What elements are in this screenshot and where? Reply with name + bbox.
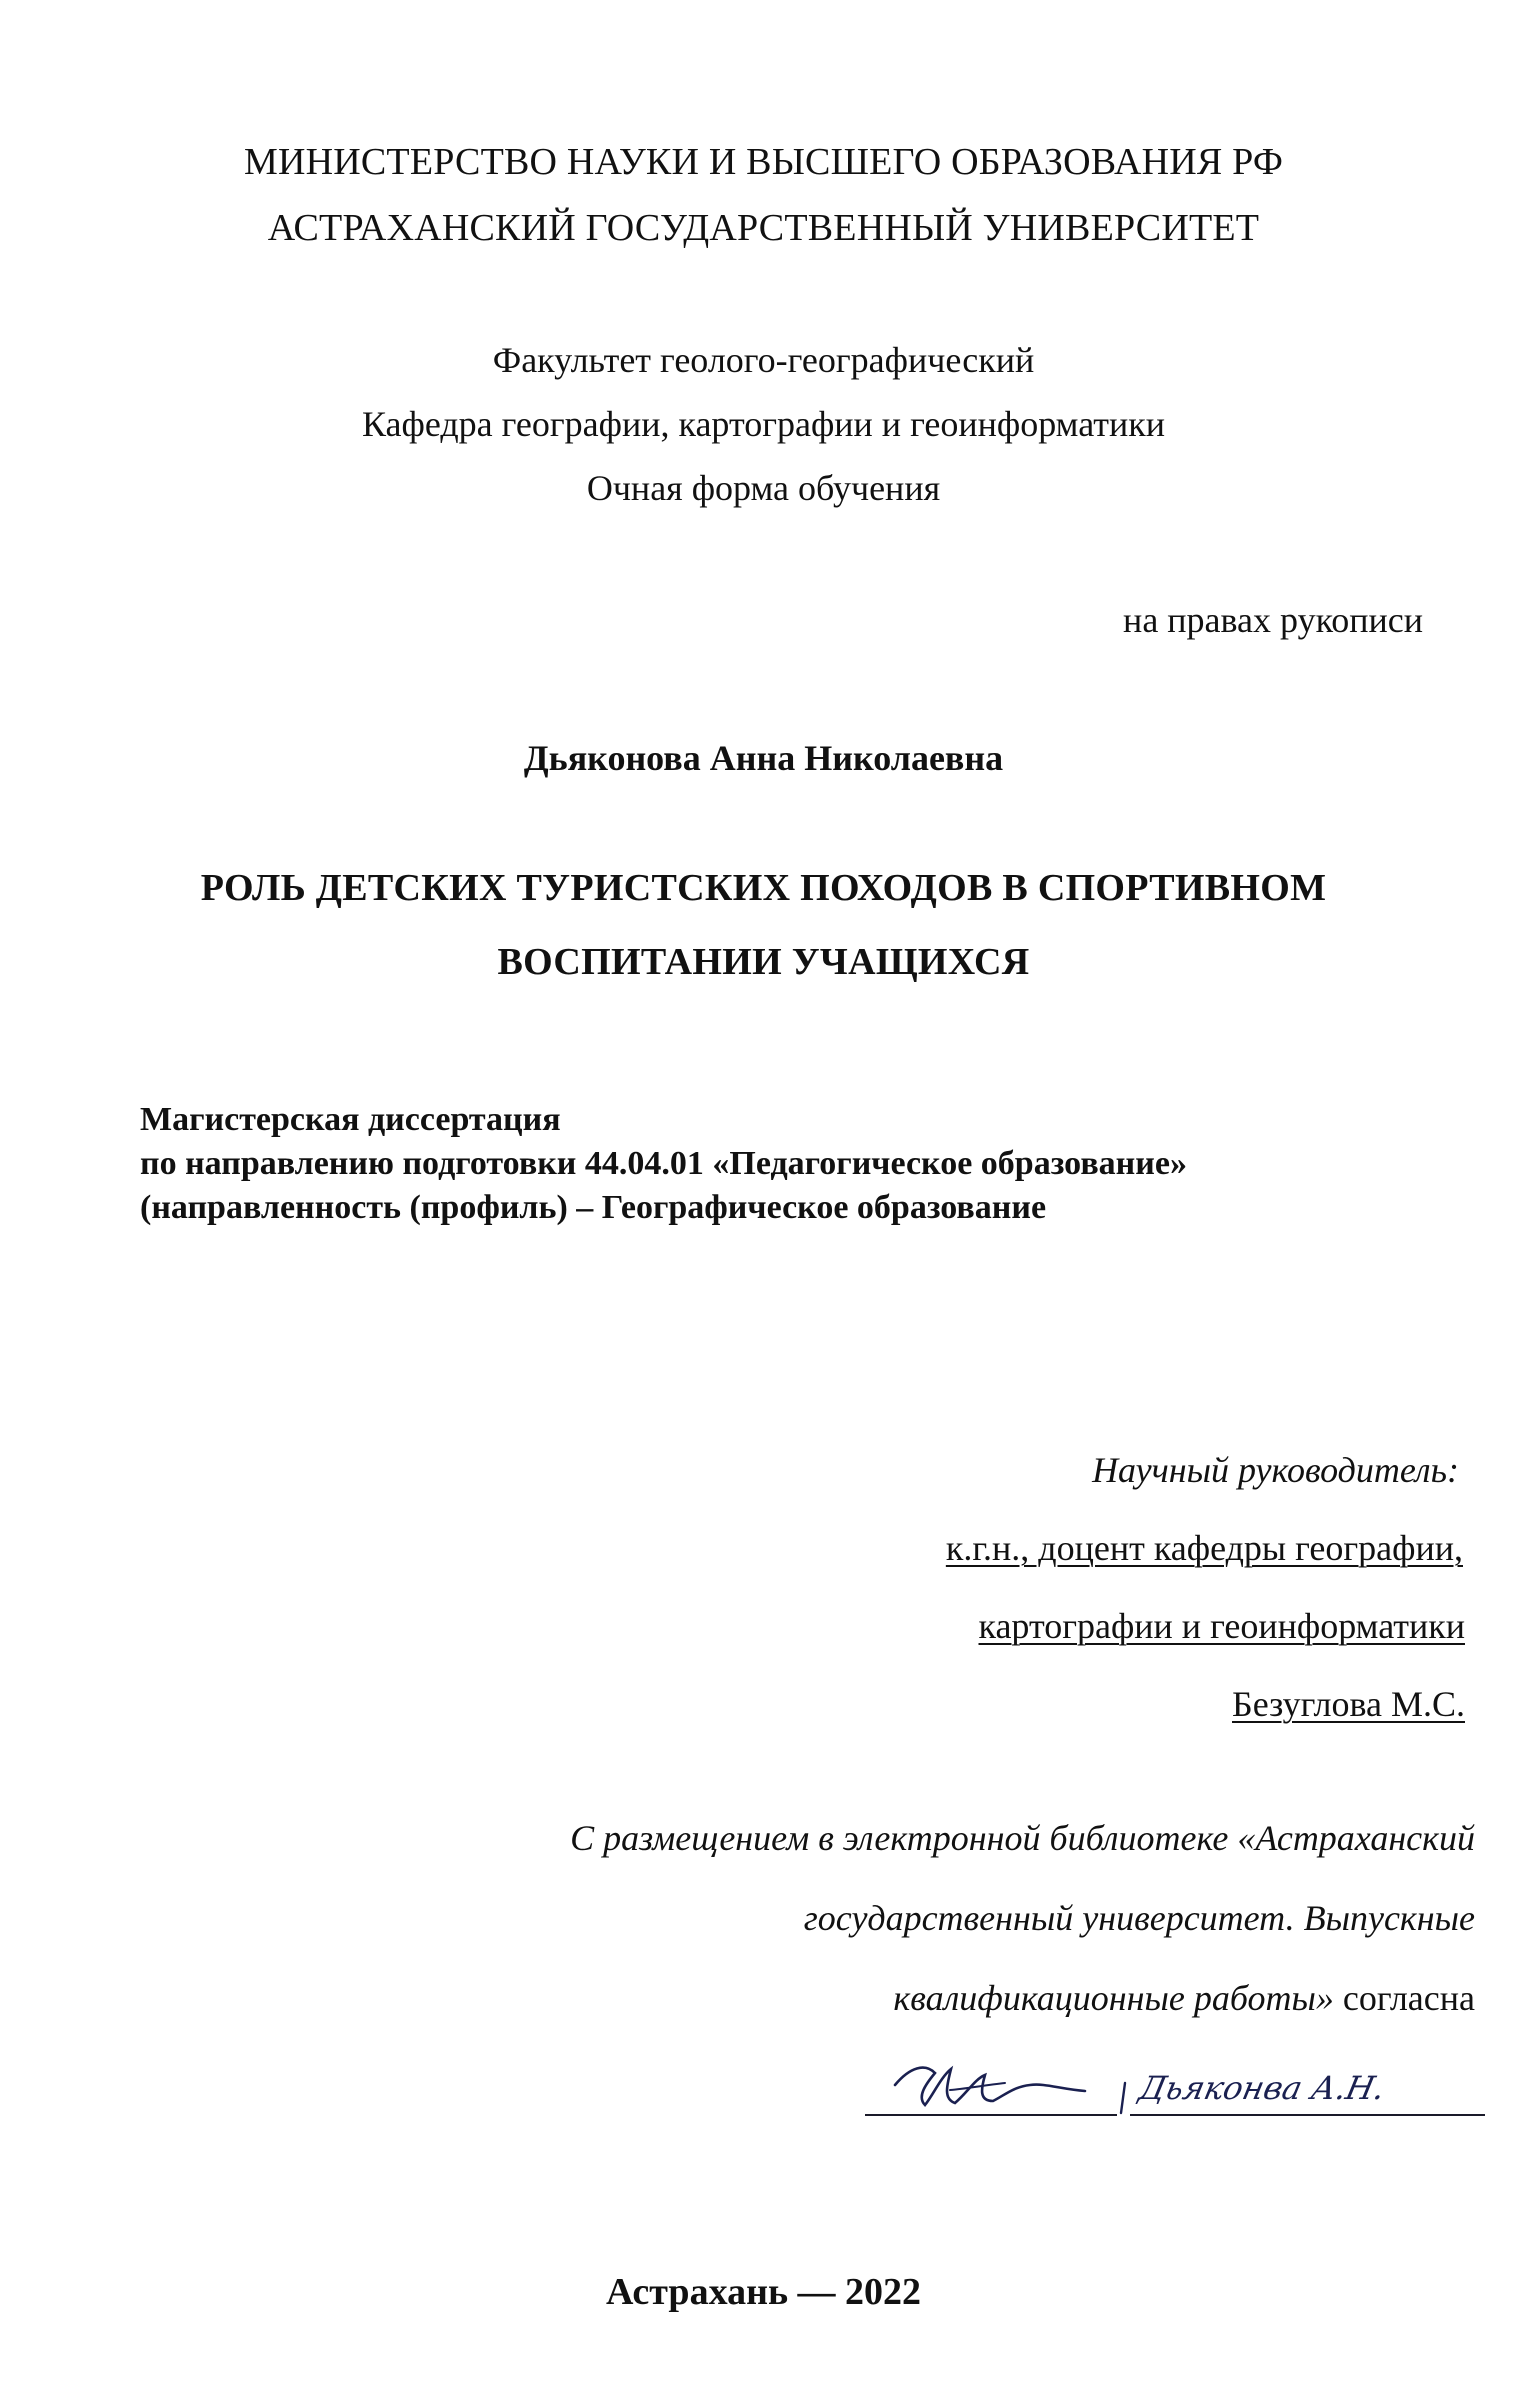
library-consent-line-3-regular: согласна bbox=[1333, 1978, 1475, 2018]
library-consent-line-3 bbox=[893, 1976, 1475, 2020]
department-name: Кафедра географии, картографии и геоинформатики bbox=[361, 404, 1165, 444]
signature-area bbox=[855, 2055, 1495, 2125]
supervisor-position-line-2: картографии и геоинформатики bbox=[978, 1606, 1465, 1646]
ministry-name: МИНИСТЕРСТВО НАУКИ И ВЫСШЕГО ОБРАЗОВАНИЯ РФ bbox=[243, 141, 1284, 183]
training-profile: (направленность (профиль) – Географическое образование bbox=[140, 1189, 1047, 1226]
supervisor-name: Безуглова М.С. bbox=[1232, 1684, 1465, 1724]
supervisor-label: Научный руководитель: bbox=[1092, 1450, 1459, 1490]
thesis-type: Магистерская диссертация bbox=[140, 1101, 561, 1138]
faculty-name: Факультет геолого-географический bbox=[492, 340, 1035, 380]
library-consent-line-2: государственный университет. Выпускные bbox=[803, 1898, 1475, 1938]
thesis-title-line-2: ВОСПИТАНИИ УЧАЩИХСЯ bbox=[497, 941, 1030, 983]
study-form: Очная форма обучения bbox=[586, 468, 941, 508]
city-year: Астрахань — 2022 bbox=[605, 2271, 922, 2313]
supervisor-position-line-1: к.г.н., доцент кафедры географии, bbox=[945, 1528, 1463, 1568]
thesis-title-line-1: РОЛЬ ДЕТСКИХ ТУРИСТСКИХ ПОХОДОВ В СПОРТИВНОМ bbox=[200, 867, 1327, 909]
author-name: Дьяконова Анна Николаевна bbox=[523, 738, 1004, 778]
manuscript-note: на правах рукописи bbox=[1123, 600, 1423, 640]
training-direction: по направлению подготовки 44.04.01 «Педагогическое образование» bbox=[140, 1145, 1187, 1182]
library-consent-line-3-italic: квалификационные работы» bbox=[893, 1978, 1334, 2018]
library-consent-line-1: С размещением в электронной библиотеке «Астраханский bbox=[570, 1818, 1475, 1858]
university-name: АСТРАХАНСКИЙ ГОСУДАРСТВЕННЫЙ УНИВЕРСИТЕТ bbox=[267, 207, 1260, 249]
handwritten-name: Дьяконва А.Н. bbox=[1135, 2069, 1389, 2107]
